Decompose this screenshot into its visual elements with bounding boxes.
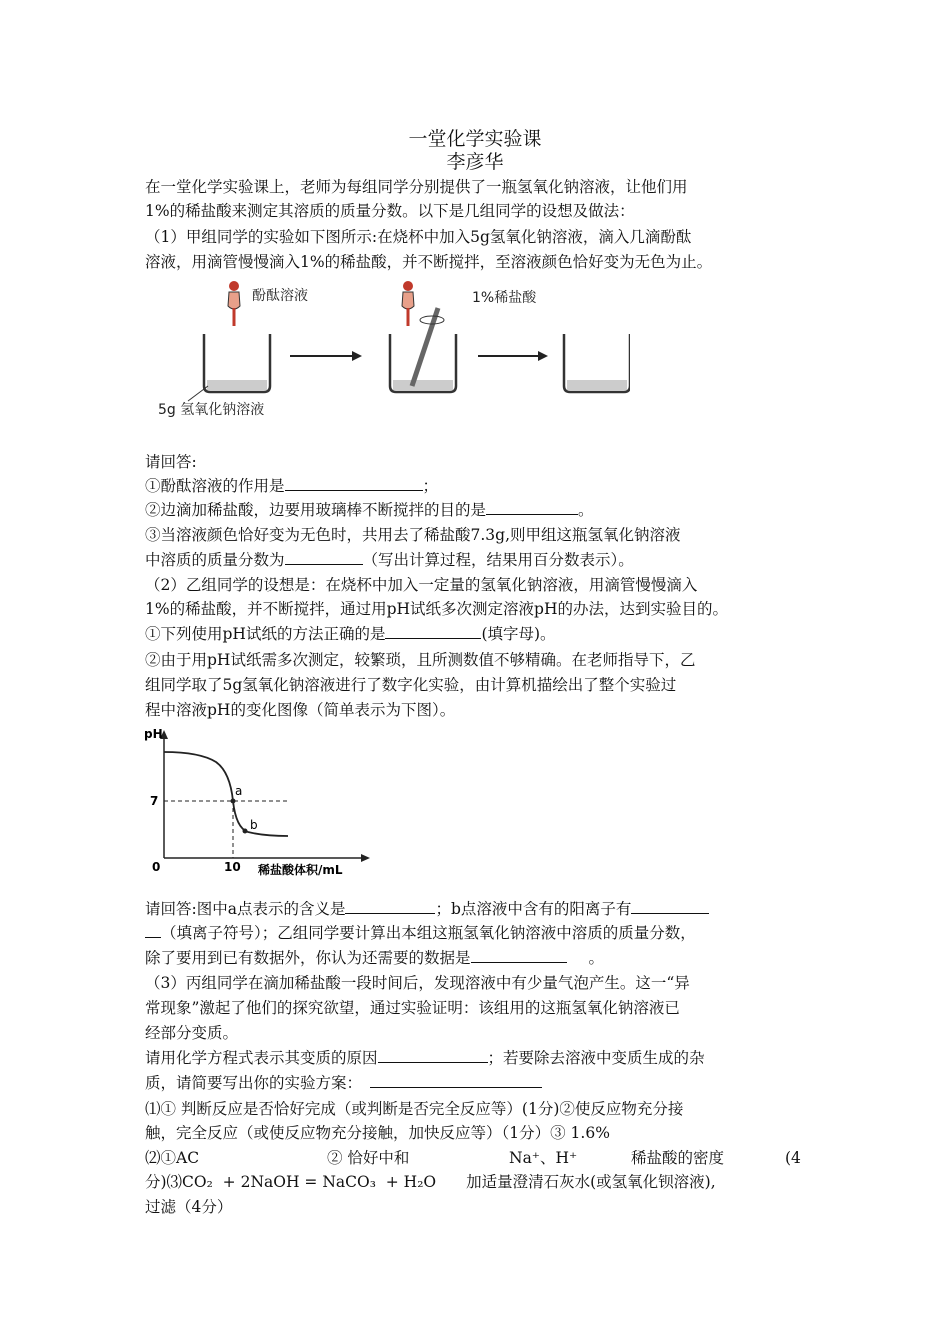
label-phenolphthalein: 酚酞溶液: [252, 288, 308, 304]
answer-line-4: [145, 1171, 716, 1193]
q1-c2-tail: （写出计算过程，结果用百分数表示）。: [362, 551, 634, 569]
answer-3a: ⑵①AC: [145, 1149, 200, 1167]
part1-line-1: （1）甲组同学的实验如下图所示:在烧杯中加入5g氢氧化钠溶液，滴入几滴酚酞: [145, 228, 692, 246]
q2-a-tail: (填字母)。: [481, 625, 556, 643]
answer-blank[interactable]: [285, 549, 363, 565]
answer-4b: 加适量澄清石灰水(或氢氧化钡溶液),: [466, 1173, 716, 1191]
part1-line-2: 溶液，用滴管慢慢滴入1%的稀盐酸，并不断搅拌，至溶液颜色恰好变为无色为止。: [145, 253, 713, 271]
answer-blank[interactable]: [385, 623, 481, 639]
q4-l1-tail: ；若要除去溶液中变质生成的杂: [487, 1049, 705, 1067]
answer-line-1: ⑴① 判断反应是否恰好完成（或判断是否完全反应等）(1分)②使反应物充分接: [145, 1100, 684, 1118]
part3-line-1: （3）丙组同学在滴加稀盐酸一段时间后，发现溶液中有少量气泡产生。这一“异: [145, 974, 690, 992]
intro-line-1: 在一堂化学实验课上，老师为每组同学分别提供了一瓶氢氧化钠溶液，让他们用: [145, 178, 688, 196]
arrow-icon: [538, 351, 548, 361]
label-naoh: 5g 氢氧化钠溶液: [158, 402, 265, 418]
point-b-label: b: [250, 818, 258, 832]
part3-line-3: 经部分变质。: [145, 1024, 239, 1042]
arrow-icon: [352, 351, 362, 361]
q3-l1-mid: ；b点溶液中含有的阳离子有: [435, 900, 632, 918]
origin-label: 0: [152, 860, 161, 874]
q1-a-punct: ；: [422, 477, 439, 495]
answer-blank[interactable]: [486, 499, 578, 515]
answer-4a: 分)⑶CO₂ + 2NaOH = NaCO₃ + H₂O: [145, 1173, 437, 1191]
q1-b: [145, 499, 594, 521]
q2-b3: 程中溶液pH的变化图像（简单表示为下图）。: [145, 701, 456, 719]
x-axis-label: 稀盐酸体积/mL: [258, 863, 343, 877]
answer-blank[interactable]: [378, 1047, 488, 1063]
q3-l3-tail: 。: [588, 949, 605, 967]
q1-a-text: ①酚酞溶液的作用是: [145, 477, 285, 495]
dropper-icon: [228, 281, 240, 326]
x-tick-10: 10: [224, 860, 241, 874]
q3-line-3: [145, 947, 604, 969]
q1-b-punct: 。: [578, 501, 594, 519]
answer-3d: 稀盐酸的密度: [631, 1149, 725, 1167]
q1-c2-text: 中溶质的质量分数为: [145, 551, 285, 569]
experiment-figure: [150, 276, 630, 426]
intro-line-2: 1%的稀盐酸来测定其溶质的质量分数。以下是几组同学的设想及做法：: [145, 202, 635, 220]
q3-l3-text: 除了要用到已有数据外，你认为还需要的数据是: [145, 949, 471, 967]
beaker-2: [390, 308, 456, 392]
q1-b-text: ②边滴加稀盐酸，边要用玻璃棒不断搅拌的目的是: [145, 501, 487, 519]
q4-line-2: [145, 1072, 542, 1094]
y-tick-7: 7: [150, 794, 159, 808]
q3-line-1: [145, 898, 709, 920]
answer-blank[interactable]: [471, 947, 567, 963]
label-hcl: 1%稀盐酸: [472, 290, 537, 306]
dropper-icon: [402, 281, 414, 326]
answer-blank[interactable]: [631, 898, 709, 914]
q3-line-2: [145, 922, 696, 944]
q1-c1: ③当溶液颜色恰好变为无色时，共用去了稀盐酸7.3g,则甲组这瓶氢氧化钠溶液: [145, 526, 681, 544]
q4-l1-text: 请用化学方程式表示其变质的原因: [145, 1049, 378, 1067]
answer-blank[interactable]: [370, 1072, 542, 1088]
q1-c2: [145, 549, 634, 571]
part3-line-2: 常现象”激起了他们的探究欲望，通过实验证明：该组用的这瓶氢氧化钠溶液已: [145, 999, 680, 1017]
q1-prompt: 请回答:: [145, 453, 197, 471]
answer-line-5: 过滤（4分）: [145, 1198, 233, 1216]
author: 李彦华: [446, 151, 504, 173]
ph-chart: [140, 724, 370, 884]
q3-l1-text: 请回答:图中a点表示的含义是: [145, 900, 346, 918]
q2-a: [145, 623, 556, 645]
q1-a: [145, 475, 438, 497]
q4-l2-text: 质，请简要写出你的实验方案：: [145, 1074, 363, 1092]
page-title: 一堂化学实验课: [408, 128, 542, 150]
q2-b2: 组同学取了5g氢氧化钠溶液进行了数字化实验，由计算机描绘出了整个实验过: [145, 676, 677, 694]
beaker-3: [564, 334, 630, 392]
answer-blank[interactable]: [285, 475, 423, 491]
answer-line-2: 触，完全反应（或使反应物充分接触，加快反应等）（1分）③ 1.6%: [145, 1124, 610, 1142]
y-axis-label: pH: [144, 727, 163, 741]
point-a: [231, 799, 236, 804]
part2-line-2: 1%的稀盐酸，并不断搅拌，通过用pH试纸多次测定溶液pH的办法，达到实验目的。: [145, 600, 728, 618]
point-b: [243, 829, 248, 834]
q2-a-text: ①下列使用pH试纸的方法正确的是: [145, 625, 386, 643]
answer-blank[interactable]: [345, 898, 435, 914]
q2-b1: ②由于用pH试纸需多次测定，较繁琐，且所测数值不够精确。在老师指导下，乙: [145, 651, 696, 669]
answer-3c: Na⁺、H⁺: [509, 1149, 578, 1167]
answer-blank[interactable]: [145, 922, 161, 938]
answer-3e: (4: [785, 1149, 801, 1167]
q4-line-1: [145, 1047, 705, 1069]
part2-line-1: （2）乙组同学的设想是：在烧杯中加入一定量的氢氧化钠溶液，用滴管慢慢滴入: [145, 576, 698, 594]
beaker-1: [204, 334, 270, 392]
point-a-label: a: [235, 784, 243, 798]
ph-curve: [164, 752, 288, 836]
answer-3b: ② 恰好中和: [327, 1149, 410, 1167]
q3-l2-text: （填离子符号）；乙组同学要计算出本组这瓶氢氧化钠溶液中溶质的质量分数，: [161, 924, 696, 942]
